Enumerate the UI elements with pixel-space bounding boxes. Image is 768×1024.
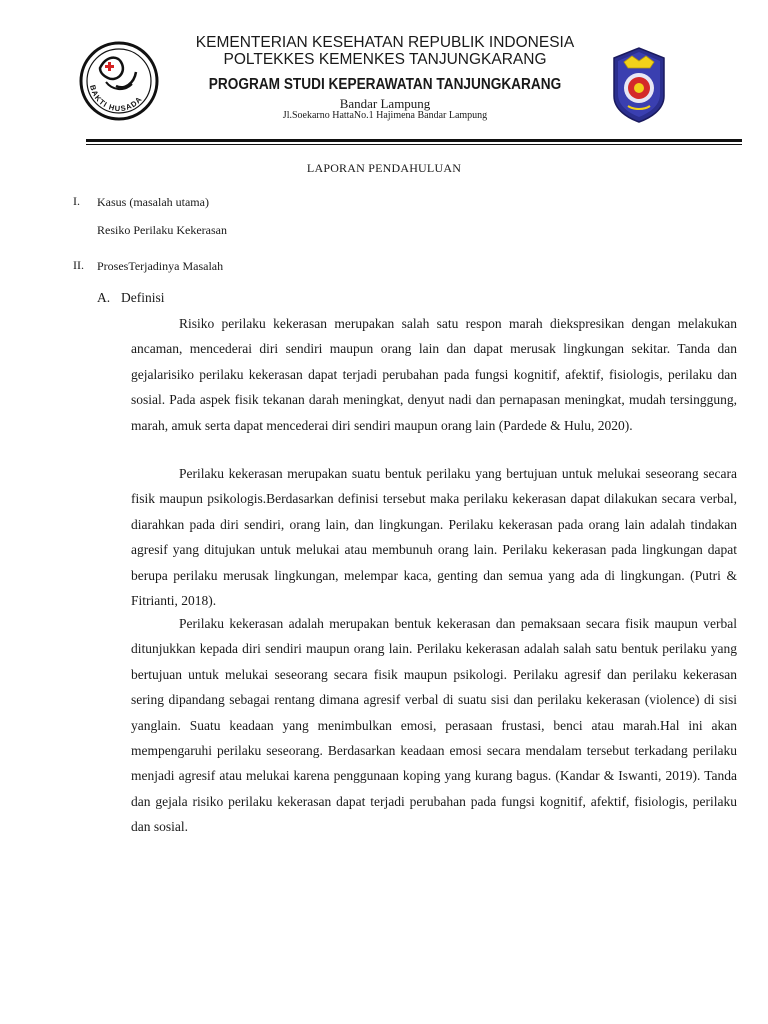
subsection-a-letter: A. [97,290,111,305]
header-divider-thick [86,139,742,142]
section-2-number: II. [73,258,84,272]
poltekkes-emblem-logo [610,44,668,124]
subsection-a-label: Definisi [121,290,165,305]
logo-left-text: BAKTI HUSADA [88,84,145,114]
document-title: LAPORAN PENDAHULUAN [306,161,462,175]
section-1-number: I. [73,194,80,208]
program-name: PROGRAM STUDI KEPERAWATAN TANJUNGKARANG [208,76,562,93]
bakti-husada-logo [78,38,160,124]
section-2-label: ProsesTerjadinya Masalah [97,259,224,273]
section-1-label: Kasus (masalah utama) [97,195,209,209]
definition-paragraph-1: Risiko perilaku kekerasan merupakan salah satu respon marah diekspresikan dengan melakukan ancaman, mencederai diri sendiri maupun orang lain dan dapat merusak lingkungan sekitar. Tanda dan gejalarisiko perilaku kekerasan dapat terjadi perubahan pada fungsi kognitif, afektif, fisiologis, perilaku dan sosial. Pada aspek fisik tekanan darah meningkat, denyut nadi dan pernapasan meningkat, mudah tersinggung, marah, amuk serta dapat mencederai diri sendiri maupun orang lain (Pardede & Hulu, 2020). [131,316,737,433]
definition-paragraph-2: Perilaku kekerasan merupakan suatu bentuk perilaku yang bertujuan untuk melukai seseorang secara fisik maupun psikologis.Berdasarkan definisi tersebut maka perilaku kekerasan dapat dilakukan secara verbal, diarahkan pada diri sendiri, orang lain, dan lingkungan. Perilaku kekerasan pada orang lain adalah tindakan agresif yang ditujukan untuk melukai atau membunuh orang lain. Perilaku kekerasan pada lingkungan dapat berupa perilaku merusak lingkungan, melempar kaca, genting dan semua yang ada di lingkungan. (Putri & Fitrianti, 2018). [131,466,737,609]
ministry-name: KEMENTERIAN KESEHATAN REPUBLIK INDONESIA [195,34,575,51]
address-line: Jl.Soekarno HattaNo.1 Hajimena Bandar Lampung [282,110,488,121]
section-1-value: Resiko Perilaku Kekerasan [97,223,227,237]
city-name: Bandar Lampung [339,96,431,111]
institution-name: POLTEKKES KEMENKES TANJUNGKARANG [223,51,547,68]
header-divider-thin [86,144,742,145]
definition-paragraph-3: Perilaku kekerasan adalah merupakan bentuk kekerasan dan pemaksaan secara fisik maupun verbal ditunjukkan kepada diri sendiri maupun orang lain. Perilaku kekerasan adalah salah satu bentuk perilaku yang bertujuan untuk melukai seseorang secara fisik maupun psikologi. Perilaku agresif dan perilaku kekerasan sering dipandang sebagai rentang dimana agresif verbal di suatu sisi dan perilaku kekerasan (violence) di sisi yanglain. Suatu keadaan yang menimbulkan emosi, perasaan frustasi, benci atau marah.Hal ini akan mempengaruhi perilaku seseorang. Berdasarkan keadaan emosi secara mendalam tersebut terkadang perilaku menjadi agresif atau melukai karena penggunaan koping yang kurang bagus. (Kandar & Iswanti, 2019). Tanda dan gejala risiko perilaku kekerasan dapat terjadi perubahan pada fungsi kognitif, afektif, fisiologis, perilaku dan sosial. [131,616,737,835]
